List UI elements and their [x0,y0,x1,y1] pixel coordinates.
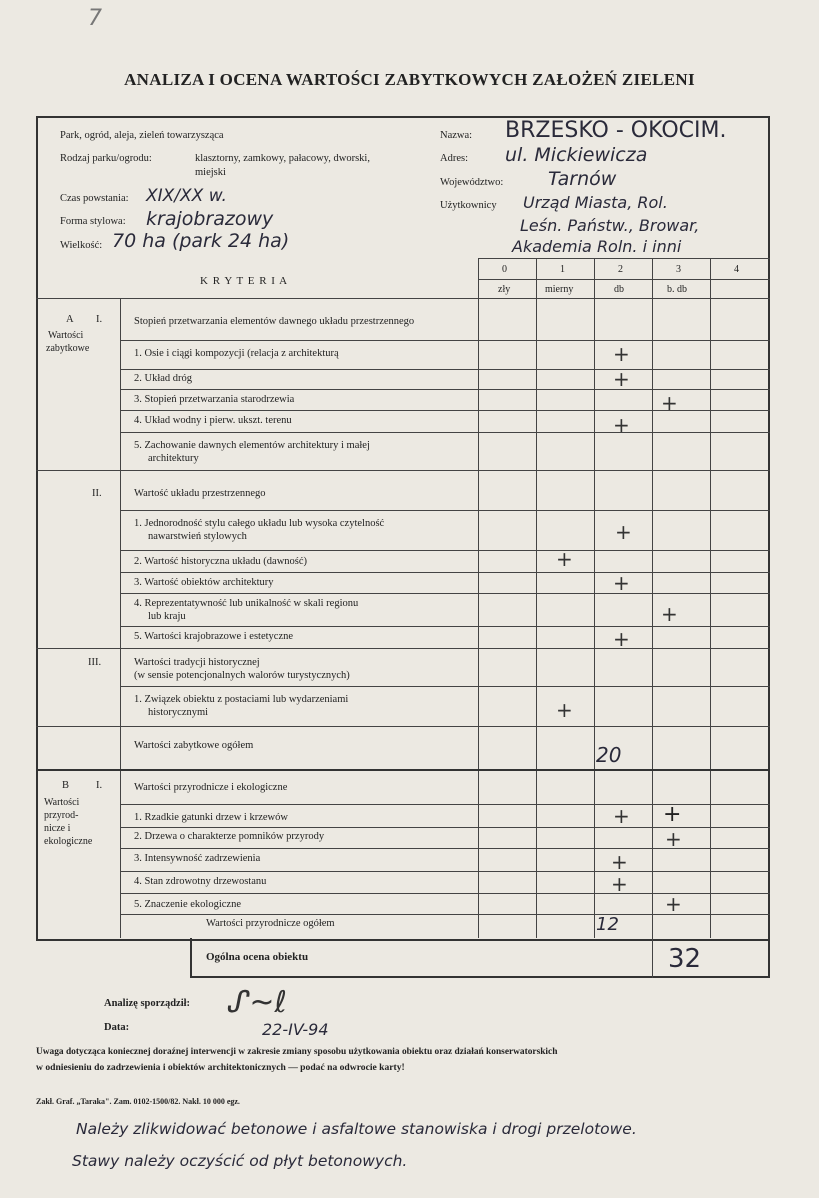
criterion-a1-5-cont: architektury [148,453,199,464]
address-value: ul. Mickiewicza [505,144,648,166]
col-num-0: 0 [502,264,507,275]
criterion-a1-1: 1. Osie i ciągi kompozycji (relacja z architekturą [134,348,339,359]
row-line [36,470,770,471]
section-b-name-4: ekologiczne [44,836,93,847]
mark-b-3: + [611,850,628,874]
name-label: Nazwa: [440,130,473,141]
name-value: BRZESKO - OKOCIM. [505,118,727,143]
kind-label: Rodzaj parku/ogrodu: [60,153,152,164]
mark-a2-5: + [613,627,630,651]
section-a-letter: A [66,314,74,325]
group-i: Stopień przetwarzania elementów dawnego układu przestrzennego [134,316,415,327]
mark-a2-3: + [613,571,630,595]
prepared-label: Analizę sporządził: [104,998,191,1009]
col-line [652,258,653,938]
row-line [120,593,770,594]
overall-divider [652,938,653,978]
style-label: Forma stylowa: [60,216,126,227]
type-label: Park, ogród, aleja, zieleń towarzysząca [60,130,224,141]
overall-label: Ogólna ocena obiektu [206,951,309,963]
group-b: Wartości przyrodnicze i ekologiczne [134,782,288,793]
size-label: Wielkość: [60,240,103,251]
handwritten-note-2: Stawy należy oczyścić od płyt betonowych. [72,1152,408,1170]
row-line [120,432,770,433]
section-b-letter: B [62,780,70,791]
col-line [594,258,595,938]
corner-note: 7 [88,6,102,31]
section-a-roman-ii: II. [92,488,102,499]
row-line [36,726,770,727]
section-b-total-value: 12 [596,914,619,935]
origin-value: XIX/XX w. [146,186,227,206]
row-line [120,686,770,687]
header-line [36,298,770,299]
page-title: ANALIZA I OCENA WARTOŚCI ZABYTKOWYCH ZAŁOŻEŃ ZIELENI [124,70,695,89]
section-b-name-3: nicze i [44,823,71,834]
signature: ᔑ~ℓ [228,985,287,1020]
criterion-a1-2: 2. Układ dróg [134,373,193,384]
row-line [36,769,770,771]
users-value-2: Leśn. Państw., Browar, [520,216,700,235]
criterion-a2-4: 4. Reprezentatywność lub unikalność w skali regionu [134,598,359,609]
style-value: krajobrazowy [146,208,274,230]
col-label-1: mierny [545,284,574,295]
criterion-a1-5: 5. Zachowanie dawnych elementów architektury i małej [134,440,370,451]
group-iii-1: Wartości tradycji historycznej [134,657,260,668]
mark-a1-4: + [613,413,630,437]
section-line [120,298,121,938]
section-b-total-label: Wartości przyrodnicze ogółem [206,918,335,929]
group-iii-2: (w sensie potencjonalnych walorów turystycznych) [134,670,350,681]
row-line [36,648,770,649]
users-label: Użytkownicy [440,200,497,211]
criterion-b-1: 1. Rzadkie gatunki drzew i krzewów [134,812,288,823]
criterion-a2-1-cont: nawarstwień stylowych [148,531,247,542]
mark-a1-1: + [613,342,630,366]
voivodeship-label: Województwo: [440,177,504,188]
col-label-2: db [614,284,624,295]
handwritten-note-1: Należy zlikwidować betonowe i asfaltowe stanowiska i drogi przelotowe. [76,1120,637,1138]
row-line [120,510,770,511]
origin-label: Czas powstania: [60,193,129,204]
mark-b-4: + [611,872,628,896]
criterion-b-3: 3. Intensywność zadrzewienia [134,853,261,864]
criteria-title: K R Y T E R I A [200,275,289,287]
mark-a1-2: + [613,367,630,391]
mark-b-1-bdb: + [663,802,682,827]
mark-a2-4: + [661,602,678,626]
section-b-name-1: Wartości [44,797,80,808]
section-a-total-label: Wartości zabytkowe ogółem [134,740,254,751]
size-value: 70 ha (park 24 ha) [112,230,290,252]
overall-value: 32 [668,944,702,974]
note-line-1: Uwaga dotycząca koniecznej doraźnej interwencji w zakresie zmiany sposobu użytkowania obiektu oraz działań konserwatorskich [36,1047,558,1057]
criterion-a2-5: 5. Wartości krajobrazowe i estetyczne [134,631,294,642]
header-line [478,279,770,280]
mark-a2-2: + [556,547,573,571]
section-a-name-1: Wartości [48,330,84,341]
section-a-total-value: 20 [596,743,622,767]
criterion-a1-4: 4. Układ wodny i pierw. ukszt. terenu [134,415,292,426]
kind-options-2: miejski [195,167,226,178]
mark-b-5: + [665,892,682,916]
section-a-roman-iii: III. [88,657,102,668]
row-line [120,572,770,573]
col-line [536,258,537,938]
col-label-3: b. db [667,284,687,295]
voivodeship-value: Tarnów [548,168,617,190]
row-line [120,550,770,551]
mark-b-1-db: + [613,804,630,828]
row-line [120,369,770,370]
section-a-name-2: zabytkowe [46,343,90,354]
criterion-a1-3: 3. Stopień przetwarzania starodrzewia [134,394,295,405]
kind-options: klasztorny, zamkowy, pałacowy, dworski, [195,153,370,164]
col-label-0: zły [498,284,511,295]
users-value-3: Akademia Roln. i inni [512,237,682,256]
criterion-a2-1: 1. Jednorodność stylu całego układu lub wysoka czytelność [134,518,385,529]
mark-a2-1: + [615,520,632,544]
criterion-a3-1-cont: historycznymi [148,707,209,718]
col-num-3: 3 [676,264,681,275]
criterion-b-4: 4. Stan zdrowotny drzewostanu [134,876,267,887]
row-line [120,340,770,341]
mark-b-2: + [665,827,682,851]
criterion-b-2: 2. Drzewa o charakterze pomników przyrody [134,831,325,842]
col-num-2: 2 [618,264,623,275]
col-num-1: 1 [560,264,565,275]
mark-a1-3: + [661,391,678,415]
printer-info: Zakł. Graf. „Taraka". Zam. 0102-1500/82. Nakł. 10 000 egz. [36,1097,240,1106]
row-line [120,389,770,390]
group-ii: Wartość układu przestrzennego [134,488,266,499]
row-line [120,626,770,627]
criterion-a3-1: 1. Związek obiektu z postaciami lub wydarzeniami [134,694,349,705]
row-line [120,871,770,872]
col-line [478,258,479,938]
col-line [710,258,711,938]
section-b-name-2: przyrod- [44,810,79,821]
criterion-a2-2: 2. Wartość historyczna układu (dawność) [134,556,308,567]
date-value: 22-IV-94 [262,1020,329,1039]
date-label: Data: [104,1022,130,1033]
users-value-1: Urząd Miasta, Rol. [523,193,668,212]
address-label: Adres: [440,153,468,164]
col-num-4: 4 [734,264,739,275]
criterion-a2-3: 3. Wartość obiektów architektury [134,577,274,588]
header-line [478,258,770,259]
criterion-b-5: 5. Znaczenie ekologiczne [134,899,241,910]
section-b-roman: I. [96,780,103,791]
criterion-a2-4-cont: lub kraju [148,611,186,622]
section-a-roman: I. [96,314,103,325]
mark-a3-1: + [556,698,573,722]
note-line-2: w odniesieniu do zadrzewienia i obiektów architektonicznych — podać na odwrocie karty! [36,1062,405,1073]
